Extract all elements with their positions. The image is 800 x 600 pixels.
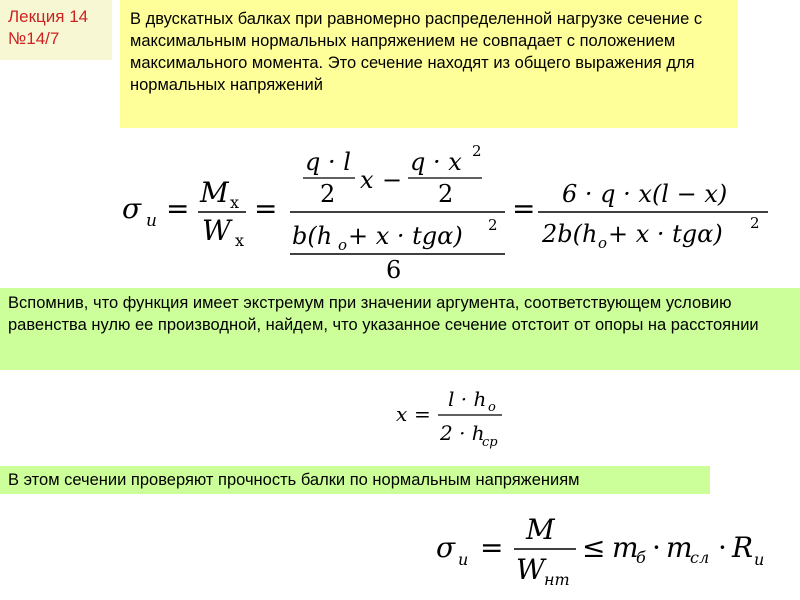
distance-denominator: 2 · h bbox=[440, 421, 485, 445]
r-subscript: и bbox=[754, 550, 765, 569]
numerator-right: q · x bbox=[410, 148, 462, 176]
stress-formula bbox=[110, 140, 790, 285]
sigma-subscript: и bbox=[146, 211, 157, 231]
denominator-start: b(h bbox=[292, 222, 333, 250]
result-denominator-subscript: o bbox=[598, 234, 608, 252]
leq-sign: ≤ bbox=[582, 531, 606, 564]
m-b-subscript: б bbox=[636, 548, 646, 567]
moment-symbol: M bbox=[200, 176, 229, 209]
equals-sign-5: = bbox=[480, 531, 504, 564]
dot-1: · bbox=[652, 531, 661, 564]
lecture-label bbox=[0, 0, 112, 60]
denominator-rest: + x · tgα) bbox=[348, 222, 463, 250]
net-modulus-subscript: нт bbox=[544, 570, 570, 589]
numerator-right-denominator: 2 bbox=[438, 180, 454, 208]
distance-formula bbox=[390, 378, 510, 458]
m-sl-symbol: m bbox=[666, 531, 693, 564]
extremum-text-box bbox=[0, 288, 800, 370]
intro-text: В двускатных балках при равномерно распределенной нагрузке сечение с максимальным нормальных напряжением не совпадает с положением максимального момента. Это сечение находят из общего выражения для нормальных напряжений bbox=[130, 10, 703, 94]
x-lhs: x bbox=[396, 402, 408, 426]
outer-denominator: 6 bbox=[386, 256, 402, 284]
r-symbol: R bbox=[732, 531, 754, 564]
distance-numerator: l · h bbox=[448, 387, 487, 411]
sigma-subscript-2: и bbox=[458, 550, 469, 569]
m-b-symbol: m bbox=[612, 531, 639, 564]
extremum-text: Вспомнив, что функция имеет экстремум при значении аргумента, соответствующем условию равенства нулю ее производной, найдем, что указанное сечение отстоит от опоры на расстоянии bbox=[8, 294, 759, 334]
denominator-exponent: 2 bbox=[488, 216, 498, 234]
numerator-left-denominator: 2 bbox=[320, 180, 336, 208]
moment-symbol-2: M bbox=[526, 513, 555, 546]
distance-numerator-subscript: o bbox=[488, 400, 496, 415]
net-modulus-symbol: W bbox=[516, 553, 545, 586]
lecture-title: Лекция 14 bbox=[8, 7, 89, 26]
denominator-subscript: o bbox=[338, 236, 348, 254]
sigma-symbol-2: σ bbox=[436, 531, 456, 564]
equals-sign-4: = bbox=[414, 402, 431, 426]
x-variable: x bbox=[360, 166, 374, 194]
section-modulus-subscript: x bbox=[235, 231, 245, 250]
result-denominator-start: 2b(h bbox=[542, 220, 598, 248]
result-denominator-rest: + x · tgα) bbox=[608, 220, 723, 248]
distance-denominator-subscript: ср bbox=[482, 435, 498, 450]
strength-check-formula bbox=[430, 505, 790, 595]
result-denominator-exponent: 2 bbox=[750, 214, 760, 232]
result-numerator: 6 · q · x(l − x) bbox=[562, 180, 728, 208]
equals-sign-1: = bbox=[166, 192, 190, 225]
intro-text-box bbox=[120, 0, 738, 128]
moment-subscript: x bbox=[230, 193, 240, 212]
check-text: В этом сечении проверяют прочность балки по нормальным напряжениям bbox=[8, 471, 580, 489]
section-modulus-symbol: W bbox=[202, 214, 231, 247]
numerator-left: q · l bbox=[305, 148, 351, 176]
dot-2: · bbox=[718, 531, 727, 564]
minus-sign: − bbox=[382, 166, 403, 194]
equals-sign-3: = bbox=[512, 192, 536, 225]
slide-number: №14/7 bbox=[8, 29, 60, 48]
equals-sign-2: = bbox=[254, 192, 278, 225]
numerator-right-exponent: 2 bbox=[472, 142, 482, 160]
sigma-symbol: σ bbox=[122, 192, 142, 225]
check-text-box bbox=[0, 466, 710, 494]
m-sl-subscript: сл bbox=[690, 548, 710, 567]
